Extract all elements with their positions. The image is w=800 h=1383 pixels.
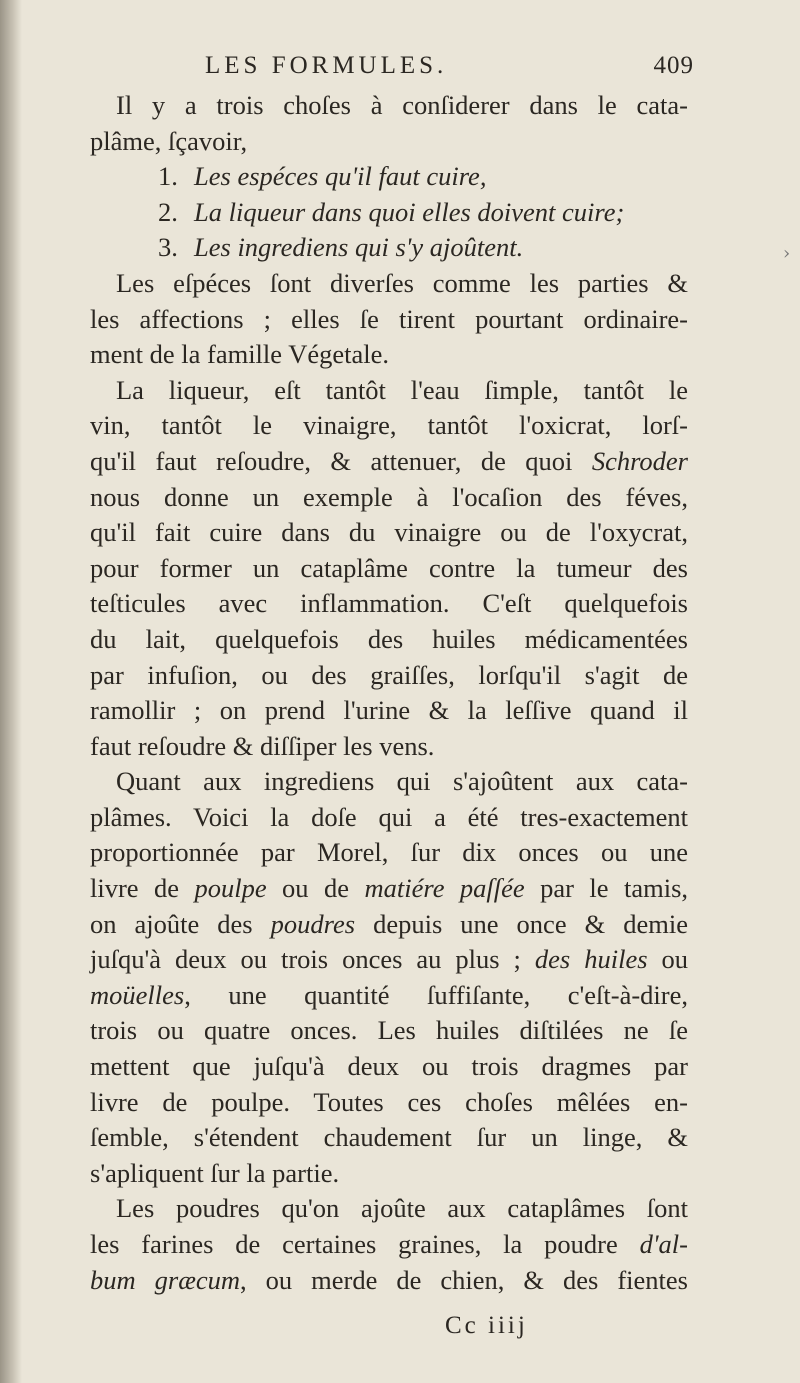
margin-mark: ›: [783, 243, 791, 264]
text-line: par infuſion, ou des graiſſes, lorſqu'il s'agit de: [90, 659, 688, 690]
list-item: 1. Les espéces qu'il faut cuire,: [158, 161, 487, 192]
text-line: proportionnée par Morel, ſur dix onces ou une: [90, 837, 688, 868]
text-line: qu'il fait cuire dans du vinaigre ou de l'oxycrat,: [90, 517, 688, 548]
text-line: vin, tantôt le vinaigre, tantôt l'oxicrat, lorſ-: [90, 410, 688, 441]
text-line: pour former un cataplâme contre la tumeur des: [90, 552, 688, 583]
text-line: juſqu'à deux ou trois onces au plus ; des huiles ou: [90, 944, 688, 975]
page-number: 409: [653, 52, 694, 79]
text-line: livre de poulpe ou de matiére paſſée par le tamis,: [90, 873, 689, 904]
text-line: Quant aux ingrediens qui s'ajoûtent aux cata-: [116, 766, 688, 797]
text-line: faut reſoudre & diſſiper les vens.: [90, 730, 435, 761]
text-line: qu'il faut reſoudre, & attenuer, de quoi Schroder: [90, 445, 688, 476]
text-line: ramollir ; on prend l'urine & la leſſive quand il: [90, 695, 688, 726]
text-line: plâme, ſçavoir,: [90, 125, 248, 156]
running-head: [90, 48, 694, 88]
text-line: La liqueur, eſt tantôt l'eau ſimple, tantôt le: [116, 374, 688, 405]
text-line: on ajoûte des poudres depuis une once & demie: [90, 908, 688, 939]
text-line: livre de poulpe. Toutes ces choſes mêlées en-: [90, 1086, 688, 1117]
text-line: ment de la famille Végetale.: [90, 339, 389, 370]
signature-mark: Cc iiij: [445, 1312, 528, 1340]
text-line: les affections ; elles ſe tirent pourtant ordinaire-: [90, 303, 688, 334]
text-line: trois ou quatre onces. Les huiles diſtilées ne ſe: [90, 1015, 688, 1046]
list-item: 2. La liqueur dans quoi elles doivent cuire;: [158, 196, 625, 227]
text-line: s'apliquent ſur la partie.: [90, 1157, 340, 1188]
text-line: moüelles, une quantité ſuffiſante, c'eſt-à-dire,: [90, 979, 688, 1010]
page-gutter: [0, 0, 22, 1383]
running-title: LES FORMULES.: [205, 52, 448, 79]
text-block: [90, 88, 688, 1298]
text-line: nous donne un exemple à l'ocaſion des féves,: [90, 481, 688, 512]
text-line: bum græcum, ou merde de chien, & des fientes: [90, 1264, 688, 1295]
page-content: [90, 48, 694, 1346]
text-line: teſticules avec inflammation. C'eſt quelquefois: [90, 588, 688, 619]
text-line: plâmes. Voici la doſe qui a été tres-exactement: [90, 801, 688, 832]
list-item: 3. Les ingrediens qui s'y ajoûtent.: [158, 232, 524, 263]
text-line: ſemble, s'étendent chaudement ſur un linge, &: [90, 1122, 688, 1153]
text-line: Il y a trois choſes à conſiderer dans le cata-: [116, 90, 688, 120]
text-line: les farines de certaines graines, la poudre d'al-: [90, 1229, 688, 1259]
text-line: du lait, quelquefois des huiles médicamentées: [90, 623, 688, 654]
text-line: Les poudres qu'on ajoûte aux cataplâmes ſont: [116, 1193, 688, 1224]
text-line: Les eſpéces ſont diverſes comme les parties &: [116, 267, 688, 298]
text-line: mettent que juſqu'à deux ou trois dragmes par: [90, 1051, 688, 1082]
